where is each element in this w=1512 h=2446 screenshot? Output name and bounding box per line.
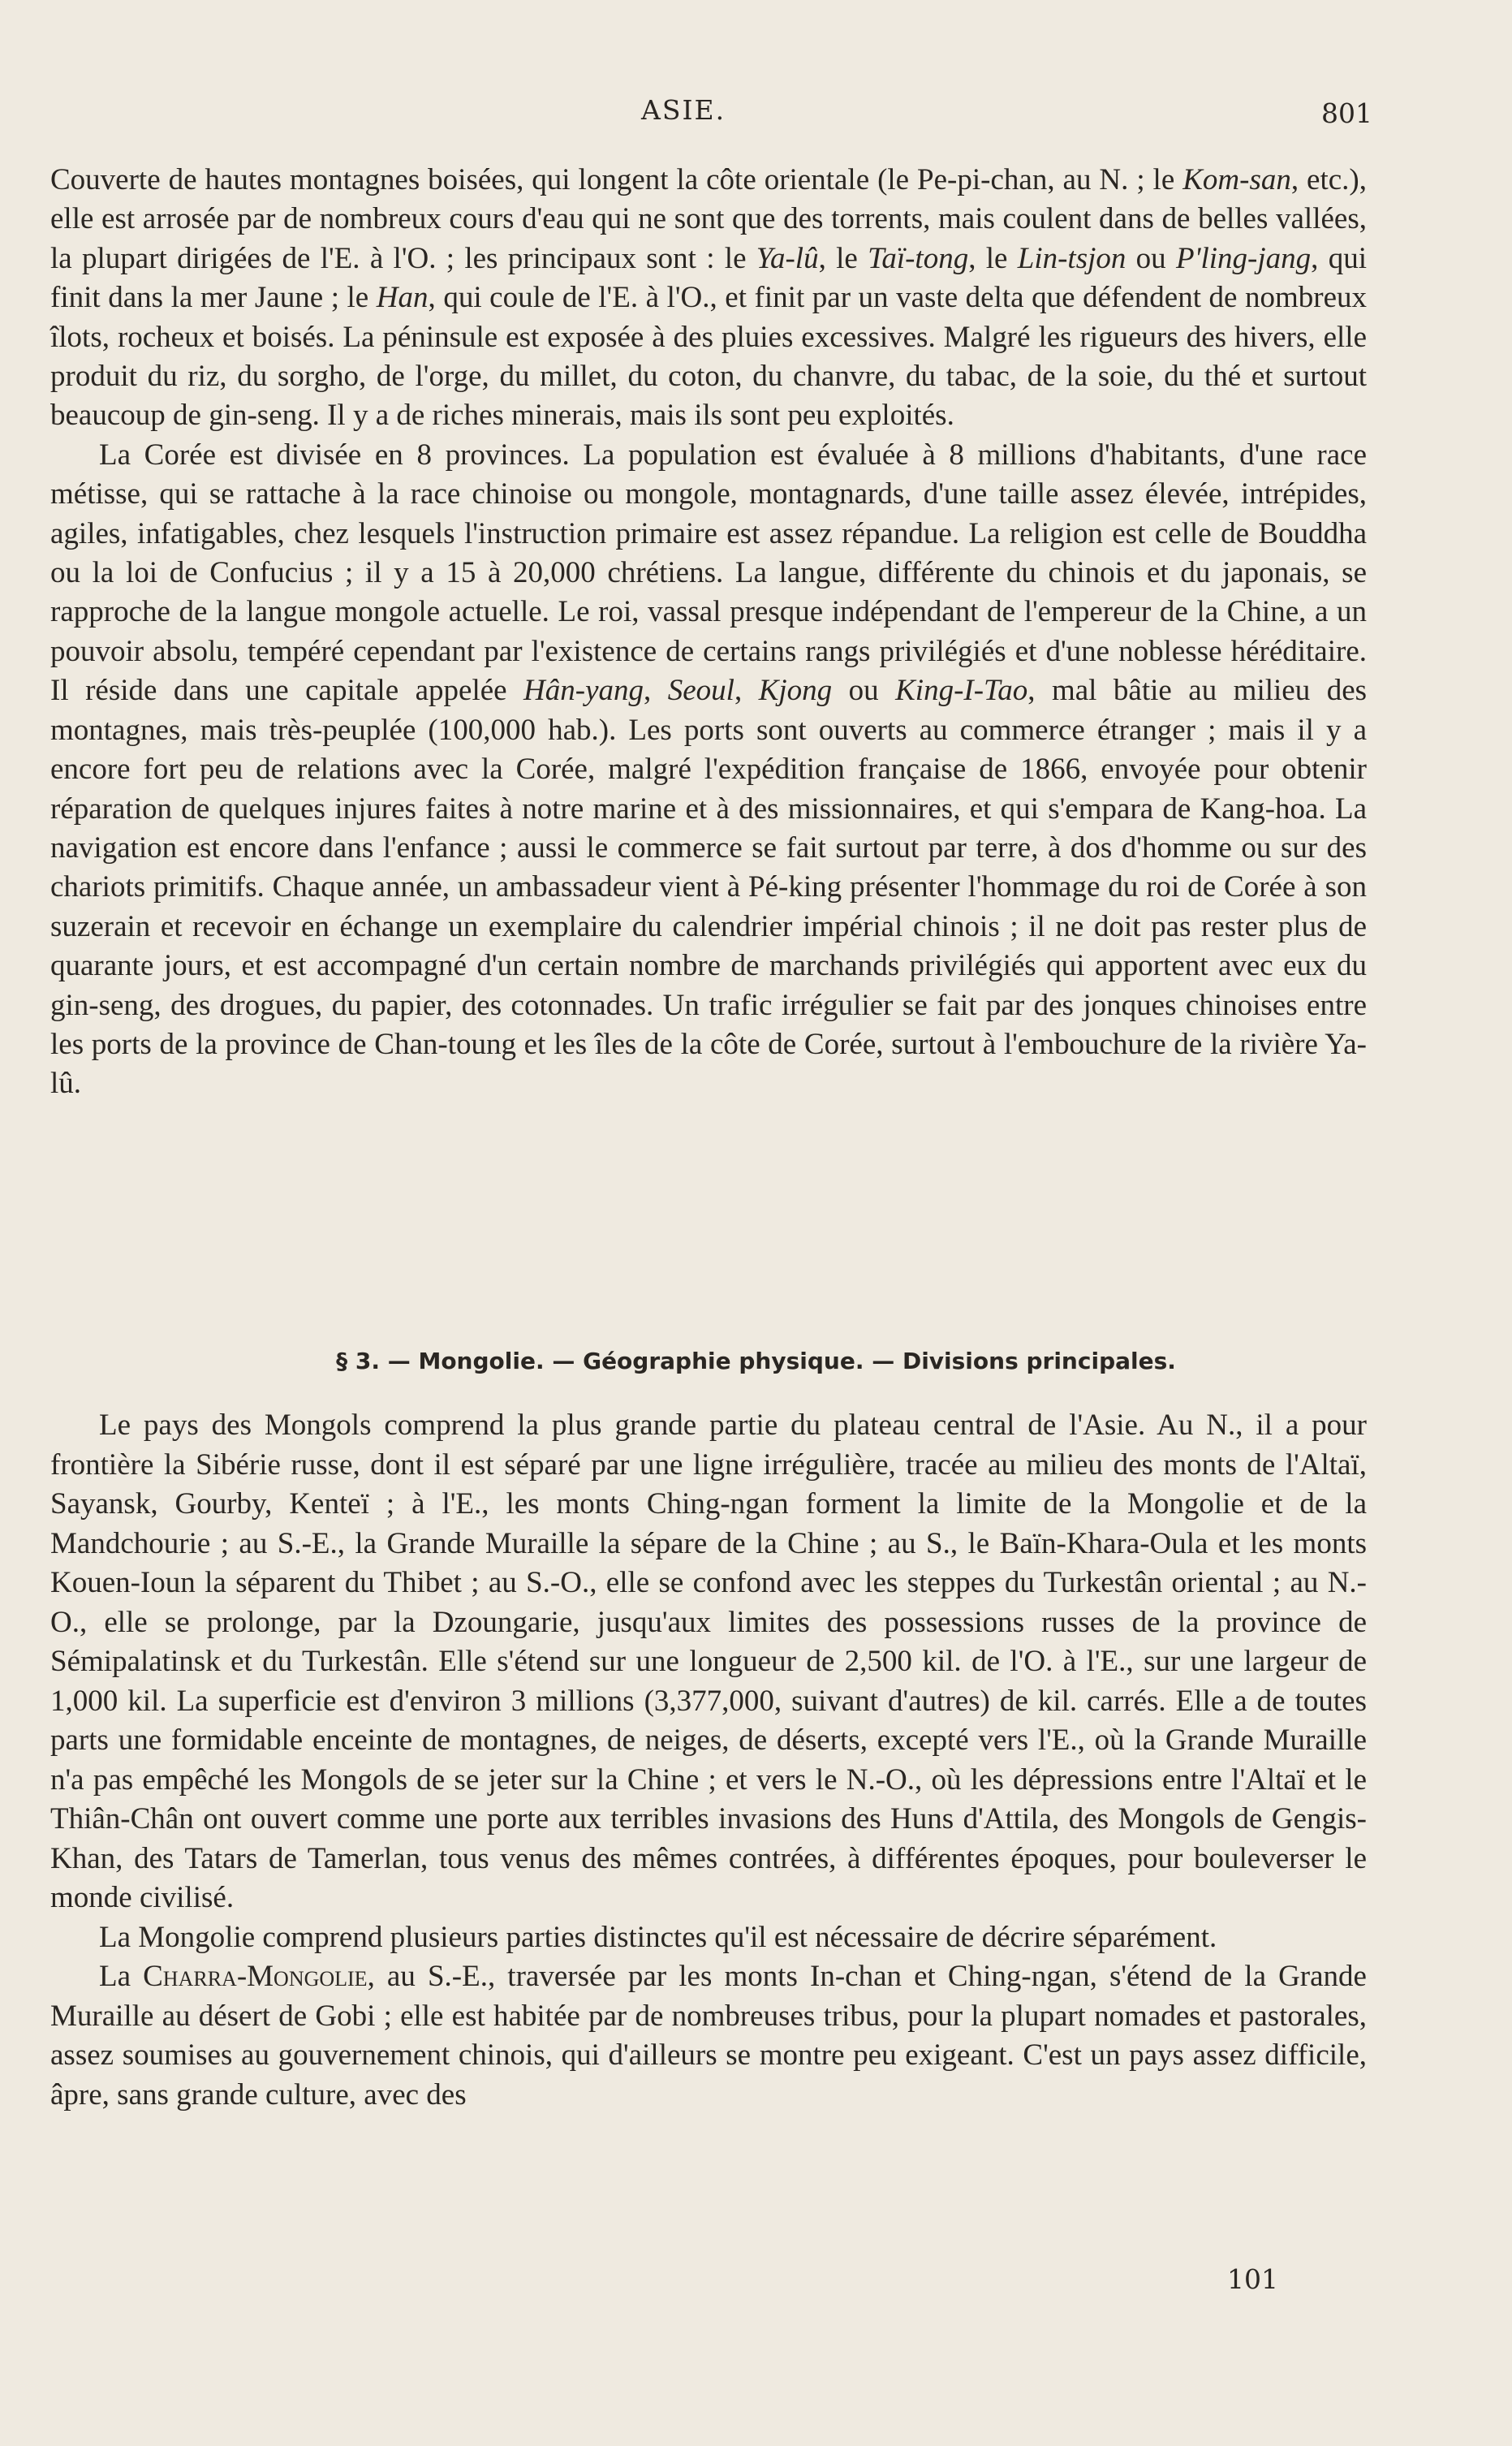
paragraph: Couverte de hautes montagnes boisées, qui longent la côte orientale (le Pe-pi-chan, au N. ; le Kom-san, etc.), elle est arrosée par de nombreux cours d'eau qui ne sont que des torrents, mais coulent dans de belles vallées, la plupart dirigées de l'E. à l'O. ; les principaux sont : le Ya-lû, le Taï-tong, le Lin-tsjon ou P'ling-jang, qui finit dans la mer Jaune ; le Han, qui coule de l'E. à l'O., et finit par un vaste delta que défendent de nombreux îlots, rocheux et boisés. La péninsule est exposée à des pluies excessives. Malgré les rigueurs des hivers, elle produit du riz, du sorgho, de l'orge, du millet, du coton, du chanvre, du tabac, de la soie, du thé et surtout beaucoup de gin-seng. Il y a de riches minerais, mais ils sont peu exploités. bbox=[50, 163, 1368, 433]
paragraph: Le pays des Mongols comprend la plus grande partie du plateau central de l'Asie. Au N., il a pour frontière la Sibérie russe, dont il est séparé par une ligne irrégulière, tracée au milieu des monts de l'Altaï, Sayansk, Gourby, Kenteï ; à l'E., les monts Ching-ngan forment la limite de la Mongolie et de la Mandchourie ; au S.-E., la Grande Muraille la sépare de la Chine ; au S., le Baïn-Khara-Oula et les monts Kouen-Ioun la séparent du Thibet ; au S.-O., elle se confond avec les steppes du Turkestân oriental ; au N.-O., elle se prolonge, par la Dzoungarie, jusqu'aux limites des possessions russes de la province de Sémipalatinsk et du Turkestân. Elle s'étend sur une longueur de 2,500 kil. de l'O. à l'E., sur une largeur de 1,000 kil. La superficie est d'environ 3 millions (3,377,000, suivant d'autres) de kil. carrés. Elle a de toutes parts une formidable enceinte de montagnes, de neiges, de déserts, excepté vers l'E., où la Grande Muraille n'a pas empêché les Mongols de se jeter sur la Chine ; et vers le N.-O., où les dépressions entre l'Altaï et le Thiân-Chân ont ouvert comme une porte aux terribles invasions des Huns d'Attila, des Mongols de Gengis-Khan, des Tatars de Tamerlan, tous venus des mêmes contrées, à différentes époques, pour bouleverser le monde civilisé. bbox=[50, 1408, 1367, 1914]
page-header bbox=[0, 94, 1512, 135]
korea-text bbox=[50, 161, 1367, 1104]
sheet-signature: 101 bbox=[1227, 2263, 1278, 2295]
page-number: 801 bbox=[1321, 97, 1372, 129]
paragraph: La Corée est divisée en 8 provinces. La population est évaluée à 8 millions d'habitants, d'une race métisse, qui se rattache à la race chinoise ou mongole, montagnards, d'une taille assez élevée, intrépides, agiles, infatigables, chez lesquels l'instruction primaire est assez répandue. La religion est celle de Bouddha ou la loi de Confucius ; il y a 15 à 20,000 chrétiens. La langue, différente du chinois et du japonais, se rapproche de la langue mongole actuelle. Le roi, vassal presque indépendant de l'empereur de la Chine, a un pouvoir absolu, tempéré cependant par l'existence de certains rangs privilégiés et d'une noblesse héréditaire. Il réside dans une capitale appelée Hân-yang, Seoul, Kjong ou King-I-Tao, mal bâtie au milieu des montagnes, mais très-peuplée (100,000 hab.). Les ports sont ouverts au commerce étranger ; mais il y a encore fort peu de relations avec la Corée, malgré l'expédition française de 1866, envoyée pour obtenir réparation de quelques injures faites à notre marine et à des missionnaires, et qui s'empara de Kang-hoa. La navigation est encore dans l'enfance ; aussi le commerce se fait surtout par terre, à dos d'homme ou sur des chariots primitifs. Chaque année, un ambassadeur vient à Pé-king présenter l'hommage du roi de Corée à son suzerain et recevoir en échange un exemplaire du calendrier impérial chinois ; il ne doit pas rester plus de quarante jours, et est accompagné d'un certain nombre de marchands privilégiés qui apportent avec eux du gin-seng, des drogues, du papier, des cotonnades. Un trafic irrégulier se fait par des jonques chinoises entre les ports de la province de Chan-toung et les îles de la côte de Corée, surtout à l'embouchure de la rivière Ya-lû. bbox=[50, 438, 1368, 1101]
paragraph: La Charra-Mongolie, au S.-E., traversée par les monts In-chan et Ching-ngan, s'étend de la Grande Muraille au désert de Gobi ; elle est habitée par de nombreuses tribus, pour la plupart nomades et pastorales, assez soumises au gouvernement chinois, qui d'ailleurs se montre peu exigeant. C'est un pays assez difficile, âpre, sans grande culture, avec des bbox=[50, 1960, 1367, 2112]
mongolia-text bbox=[50, 1406, 1367, 2115]
section-heading: § 3. — Mongolie. — Géographie physique. — Divisions principales. bbox=[336, 1348, 1176, 1374]
running-title: ASIE. bbox=[641, 94, 726, 126]
paragraph: La Mongolie comprend plusieurs parties distinctes qu'il est nécessaire de décrire séparément. bbox=[99, 1920, 1217, 1954]
